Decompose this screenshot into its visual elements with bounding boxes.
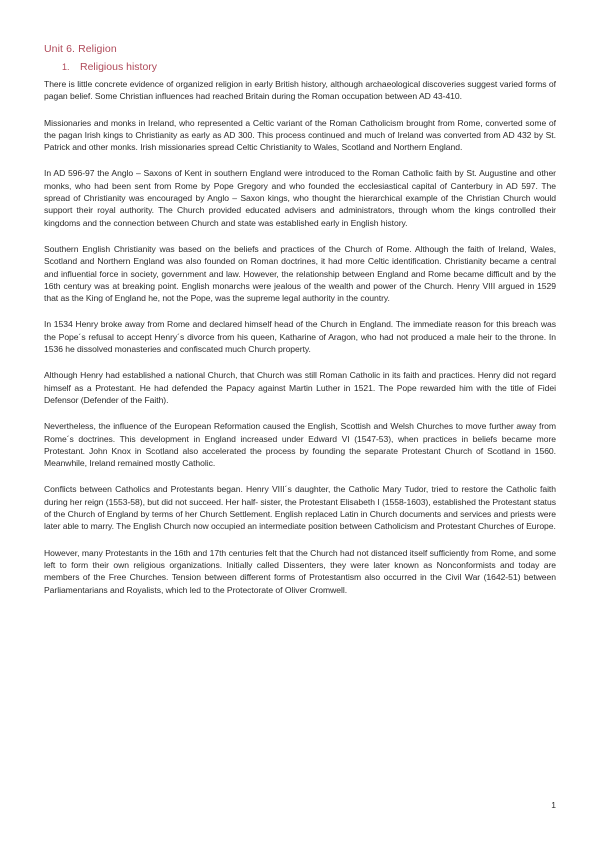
- paragraph: Conflicts between Catholics and Protestants began. Henry VIII´s daughter, the Catholic Mary Tudor, tried to restore the Catholic faith during her reign (1553-58), but did not succeed. Her half- sister, the Protestant Elisabeth I (1558-1603), established the Protestant status of the Church of England by terms of her Church Settlement. English replaced Latin in Church documents and services and priests were later able to marry. The English Church now occupied an intermediate position between Catholicism and Protestant Churches of Europe.: [44, 484, 556, 532]
- paragraph: However, many Protestants in the 16th and 17th centuries felt that the Church had not distanced itself sufficiently from Rome, and some left to form their own religious organizations. Initially called Dissenters, they were later known as Nonconformists and today are members of the Free Churches. Tension between different forms of Protestantism also occurred in the Civil War (1642-51) between Parliamentarians and Royalists, which led to the Protectorate of Oliver Cromwell.: [44, 547, 556, 595]
- paragraph: Southern English Christianity was based on the beliefs and practices of the Church of Rome. Although the faith of Ireland, Wales, Scotland and Northern England was also founded on Roman doctrines, it had more Celtic identification. Christianity became a central and influential force in society, government and law. However, the relationship between England and Rome became difficult and by the 16th century was at breaking point. English monarchs were jealous of the wealth and power of the Church. Henry VIII argued in 1529 that as the King of England he, not the Pope, was the supreme legal authority in the country.: [44, 243, 556, 304]
- page-number: 1: [551, 800, 556, 810]
- body-text: [44, 78, 556, 610]
- paragraph: Although Henry had established a national Church, that Church was still Roman Catholic in its faith and practices. Henry did not regard himself as a Protestant. He had defended the Papacy against Martin Luther in 1521. The Pope rewarded him with the title of Fidei Defensor (Defender of the Faith).: [44, 370, 556, 405]
- paragraph: Nevertheless, the influence of the European Reformation caused the English, Scottish and Welsh Churches to move further away from Rome´s doctrines. This development in England increased under Edward VI (1547-53), when practices in beliefs became more Protestant. John Knox in Scotland also accelerated the process by founding the separate Protestant Church of Scotland in 1560. Meanwhile, Ireland remained mostly Catholic.: [44, 421, 556, 469]
- paragraph: In AD 596-97 the Anglo – Saxons of Kent in southern England were introduced to the Roman Catholic faith by St. Augustine and other monks, who had been sent from Rome by Pope Gregory and who founded the ecclesiastical capital of Canterbury in AD 597. The spread of Christianity was encouraged by Anglo – Saxon kings, who thought the hierarchical example of the Christian Church would support their royal authority. The Church provided educated advisers and administrators, through whom the kings controlled their kingdoms and the connection between Church and state was established early in English history.: [44, 168, 556, 228]
- section-number: 1.: [62, 62, 70, 72]
- paragraph: In 1534 Henry broke away from Rome and declared himself head of the Church in England. The immediate reason for this breach was the Pope´s refusal to accept Henry´s divorce from his queen, Katharine of Aragon, who had not produced a male heir to the throne. In 1536 he dissolved monasteries and confiscated much Church property.: [44, 319, 556, 355]
- paragraph: Missionaries and monks in Ireland, who represented a Celtic variant of the Roman Catholicism brought from Rome, converted some of the pagan Irish kings to Christianity as early as AD 300. This process continued and much of Ireland was converted from AD 432 by St. Patrick and other monks. Irish missionaries spread Celtic Christianity to Wales, Scotland and Northern England.: [44, 117, 556, 153]
- unit-title: Unit 6. Religion: [44, 43, 117, 55]
- paragraph: There is little concrete evidence of organized religion in early British history, although archaeological discoveries suggest varied forms of pagan belief. Some Christian influences had reached Britain during the Roman occupation between AD 43-410.: [44, 79, 556, 102]
- section-heading: [62, 61, 157, 73]
- section-title: Religious history: [80, 61, 158, 73]
